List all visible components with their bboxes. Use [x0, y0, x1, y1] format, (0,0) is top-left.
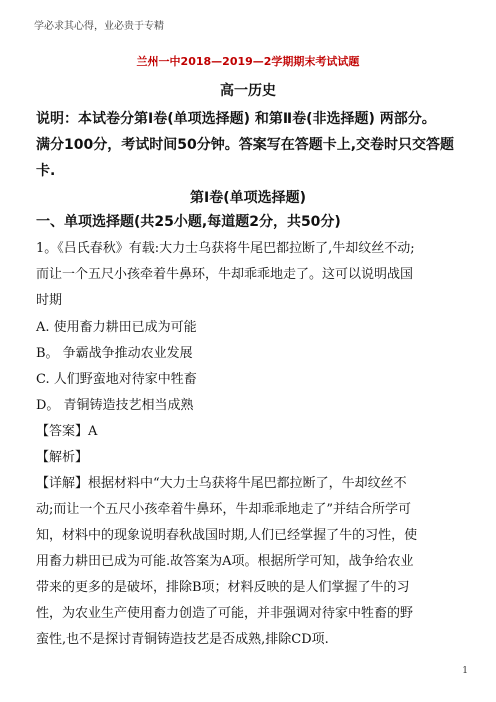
instructions-line-1: 说明：本试卷分第Ⅰ卷(单项选择题) 和第Ⅱ卷(非选择题) 两部分。 [36, 111, 436, 127]
page-number: 1 [462, 666, 468, 676]
instructions-line-2: 满分100分，考试时间50分钟。答案写在答题卡上,交卷时只交答题 [36, 137, 455, 153]
detail-line-6: 性，为农业生产使用畜力创造了可能，并非强调对待家中牲畜的野 [36, 606, 414, 621]
detail-line-5: 带来的更多的是破坏，排除B项；材料反映的是人们掌握了牛的习 [36, 580, 410, 595]
detail-line-2: 动;而让一个五尺小孩牵着牛鼻环，牛却乖乖地走了”并结合所学可 [36, 502, 412, 517]
part-title: 一、单项选择题(共25小题,每道题2分，共50分) [36, 214, 341, 230]
question-line-3: 时期 [36, 293, 63, 308]
detail-line-7: 蛮性,也不是探讨青铜铸造技艺是否成熟,排除CD项. [36, 632, 329, 647]
detail-line-4: 用畜力耕田已成为可能.故答案为A项。根据所学可知，战争给农业 [36, 554, 414, 569]
option-a: A. 使用畜力耕田已成为可能 [36, 320, 197, 335]
question-line-1: 1。《吕氏春秋》有载:大力士乌获将牛尾巴都拉断了,牛却纹丝不动; [36, 241, 415, 256]
option-c: C. 人们野蛮地对待家中牲畜 [36, 372, 197, 387]
header-note: 学必求其心得，业必贵于专精 [34, 21, 164, 32]
analysis-label: 【解析】 [36, 450, 89, 465]
subject-title: 高一历史 [220, 83, 276, 99]
section-title: 第Ⅰ卷(单项选择题) [189, 190, 306, 206]
instructions-line-3: 卡. [36, 163, 56, 179]
detail-line-1: 【详解】根据材料中“大力士乌获将牛尾巴都拉断了，牛却纹丝不 [36, 476, 407, 491]
question-line-2: 而让一个五尺小孩牵着牛鼻环，牛却乖乖地走了。这可以说明战国 [36, 267, 414, 282]
exam-title: 兰州一中2018—2019—2学期期末考试试题 [136, 55, 360, 68]
option-b: B。 争霸战争推动农业发展 [36, 346, 193, 361]
answer: 【答案】A [36, 424, 98, 439]
option-d: D。 青铜铸造技艺相当成熟 [36, 398, 194, 413]
detail-line-3: 知，材料中的现象说明春秋战国时期,人们已经掌握了牛的习性，使 [36, 528, 418, 543]
